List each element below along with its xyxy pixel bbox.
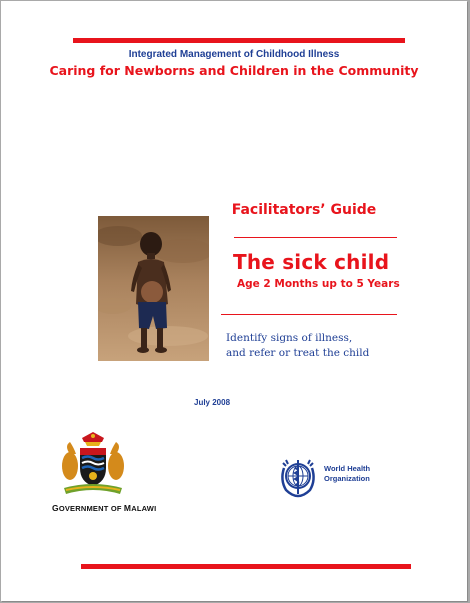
gov-text: OVERNMENT OF [58,504,124,513]
lower-thin-rule [221,314,397,315]
malawi-initial: M [123,503,132,513]
publication-date: July 2008 [194,398,231,407]
who-name-line-1: World Health [324,464,371,473]
description-line-2: and refer or treat the child [226,347,370,359]
document-series-title: Caring for Newborns and Children in the Community [49,63,419,78]
upper-thin-rule [234,237,397,238]
who-emblem-icon [278,454,318,498]
government-of-malawi-label [52,503,156,513]
who-name-line-2: Organization [324,474,370,483]
guide-description [226,331,369,361]
malawi-text: ALAWI [131,504,157,513]
programme-name: Integrated Management of Childhood Illness [128,49,340,60]
age-range: Age 2 Months up to 5 Years [237,278,400,290]
child-photo [98,216,209,361]
gov-initial: G [52,503,59,513]
malawi-coat-of-arms-icon [58,430,128,498]
top-red-rule [73,38,405,43]
guide-type: Facilitators’ Guide [231,202,377,218]
guide-title: The sick child [233,250,390,274]
bottom-red-rule [81,564,411,569]
description-line-1: Identify signs of illness, [226,332,353,344]
who-name [324,464,370,484]
document-page [1,1,467,601]
